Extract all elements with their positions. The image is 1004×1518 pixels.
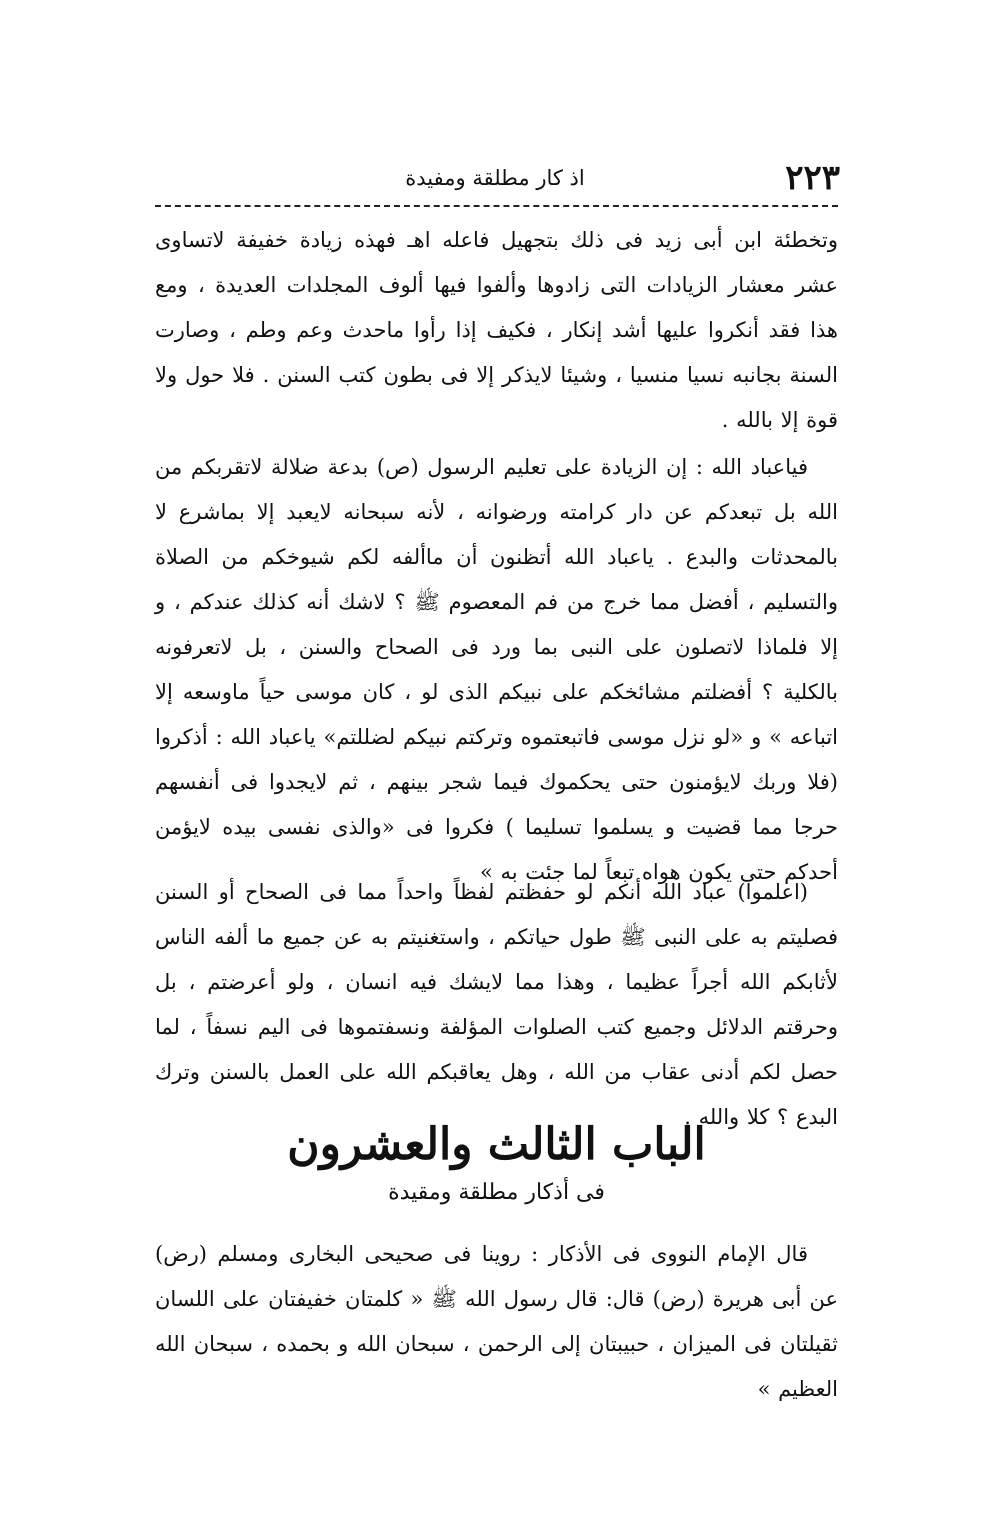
chapter-title: الباب الثالث والعشرون: [287, 1119, 706, 1170]
chapter-subtitle: فى أذكار مطلقة ومقيدة: [388, 1180, 605, 1205]
paragraph-3: (اعلموا) عباد الله أنكم لو حفظتم لفظاً واحداً مما فى الصحاح أو السنن فصليتم به على النبى ﷺ طول حياتكم ، واستغنيتم به عن جميع ما ألفه الناس لأثابكم الله أجراً عظيما ، وهذا مما لايشك فيه انسان ، ولو أعرضتم ، بل وحرقتم الدلائل وجميع كتب الصلوات المؤلفة ونسفتموها فى اليم نسفاً ، لما حصل لكم أدنى عقاب من الله ، وهل يعاقبكم الله على العمل بالسنن وترك البدع ؟ كلا والله .: [155, 880, 838, 1129]
running-header: [150, 158, 840, 204]
header-divider: [155, 205, 838, 207]
paragraph-1: وتخطئة ابن أبى زيد فى ذلك بتجهيل فاعله اهـ فهذه زيادة خفيفة لاتساوى عشر معشار الزيادات التى زادوها وألفوا فيها ألوف المجلدات العديدة ، ومع هذا فقد أنكروا عليها أشد إنكار ، فكيف إذا رأوا ماحدث وعم وطم ، وصارت السنة بجانبه نسيا منسيا ، وشيئا لايذكر إلا فى بطون كتب السنن . فلا حول ولا قوة إلا بالله .: [155, 228, 838, 432]
running-title: اذ كار مطلقة ومفيدة: [405, 166, 585, 190]
paragraph-2: فياعباد الله : إن الزيادة على تعليم الرسول (ص) بدعة ضلالة لاتقربكم من الله بل تبعدكم عن دار كرامته ورضوانه ، لأنه سبحانه لايعبد إلا بماشرع لا بالمحدثات والبدع . ياعباد الله أتظنون أن ماألفه لكم شيوخكم من الصلاة والتسليم ، أفضل مما خرج من فم المعصوم ﷺ ؟ لاشك أنه كذلك عندكم ، و إلا فلماذا لاتصلون على النبى بما ورد فى الصحاح والسنن ، بل لاتعرفونه بالكلية ؟ أفضلتم مشائخكم على نبيكم الذى لو ، كان موسى حياً ماوسعه إلا اتباعه » و «لو نزل موسى فاتبعتموه وتركتم نبيكم لضللتم» ياعباد الله : أذكروا (فلا وربك لايؤمنون حتى يحكموك فيما شجر بينهم ، ثم لايجدوا فى أنفسهم حرجا مما قضيت و يسلموا تسليما ) فكروا فى «والذى نفسى بيده لايؤمن أحدكم حتى يكون هواه تبعاً لما جئت به »: [155, 455, 838, 884]
page-number: ٢٢٣: [785, 158, 840, 198]
chapter-paragraph: قال الإمام النووى فى الأذكار : روينا فى صحيحى البخارى ومسلم (رض) عن أبى هريرة (رض) قال: قال رسول الله ﷺ « كلمتان خفيفتان على اللسان ثقيلتان فى الميزان ، حبيبتان إلى الرحمن ، سبحان الله و بحمده ، سبحان الله العظيم »: [155, 1242, 838, 1401]
